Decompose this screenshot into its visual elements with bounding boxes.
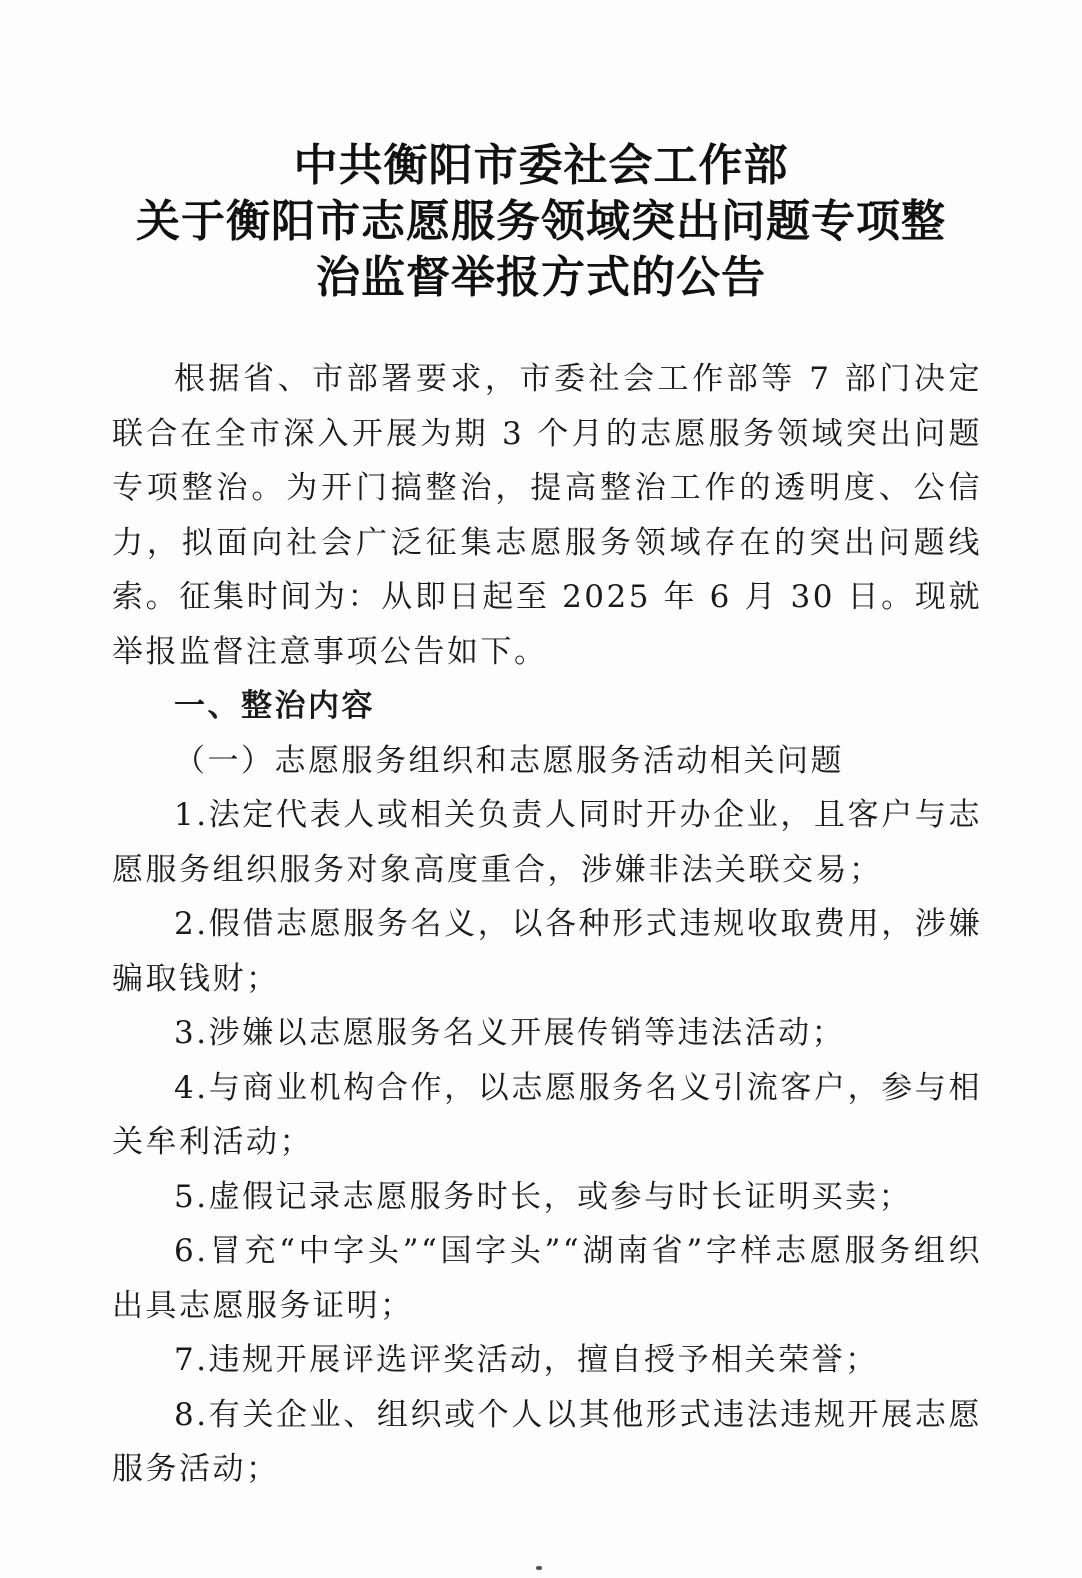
title-line-1: 中共衡阳市委社会工作部 — [293, 140, 789, 191]
title-line-2: 关于衡阳市志愿服务领域突出问题专项整 — [136, 196, 946, 247]
list-item-3: 3.涉嫌以志愿服务名义开展传销等违法活动； — [174, 1015, 846, 1051]
list-item-5: 5.虚假记录志愿服务时长，或参与时长证明买卖； — [174, 1178, 913, 1215]
subsection-heading: （一）志愿服务组织和志愿服务活动相关问题 — [174, 742, 844, 779]
document-body — [112, 352, 982, 1497]
list-item-4: 4.与商业机构合作，以志愿服务名义引流客户，参与相关牟利活动； — [112, 1069, 982, 1160]
page-mark — [536, 1566, 542, 1570]
document-title — [0, 138, 1082, 306]
list-item-7: 7.违规开展评选评奖活动，擅自授予相关荣誉； — [174, 1342, 879, 1378]
title-line-3: 治监督举报方式的公告 — [316, 252, 766, 303]
list-item-8: 8.有关企业、组织或个人以其他形式违法违规开展志愿服务活动； — [112, 1396, 982, 1487]
intro-paragraph: 根据省、市部署要求，市委社会工作部等 7 部门决定联合在全市深入开展为期 3 个月的志愿服务领域突出问题专项整治。为开门搞整治，提高整治工作的透明度、公信力，拟面向社会广泛征集志愿服务领域存在的突出问题线索。征集时间为：从即日起至 2025 年 6 月 30 日。现就举报监督注意事项公告如下。 — [112, 361, 982, 670]
list-item-6: 6.冒充“中字头”“国字头”“湖南省”字样志愿服务组织出具志愿服务证明； — [112, 1233, 982, 1324]
section-heading: 一、整治内容 — [174, 688, 375, 724]
list-item-2: 2.假借志愿服务名义，以各种形式违规收取费用，涉嫌骗取钱财； — [112, 906, 982, 997]
list-item-1: 1.法定代表人或相关负责人同时开办企业，且客户与志愿服务组织服务对象高度重合，涉嫌非法关联交易； — [112, 797, 982, 888]
